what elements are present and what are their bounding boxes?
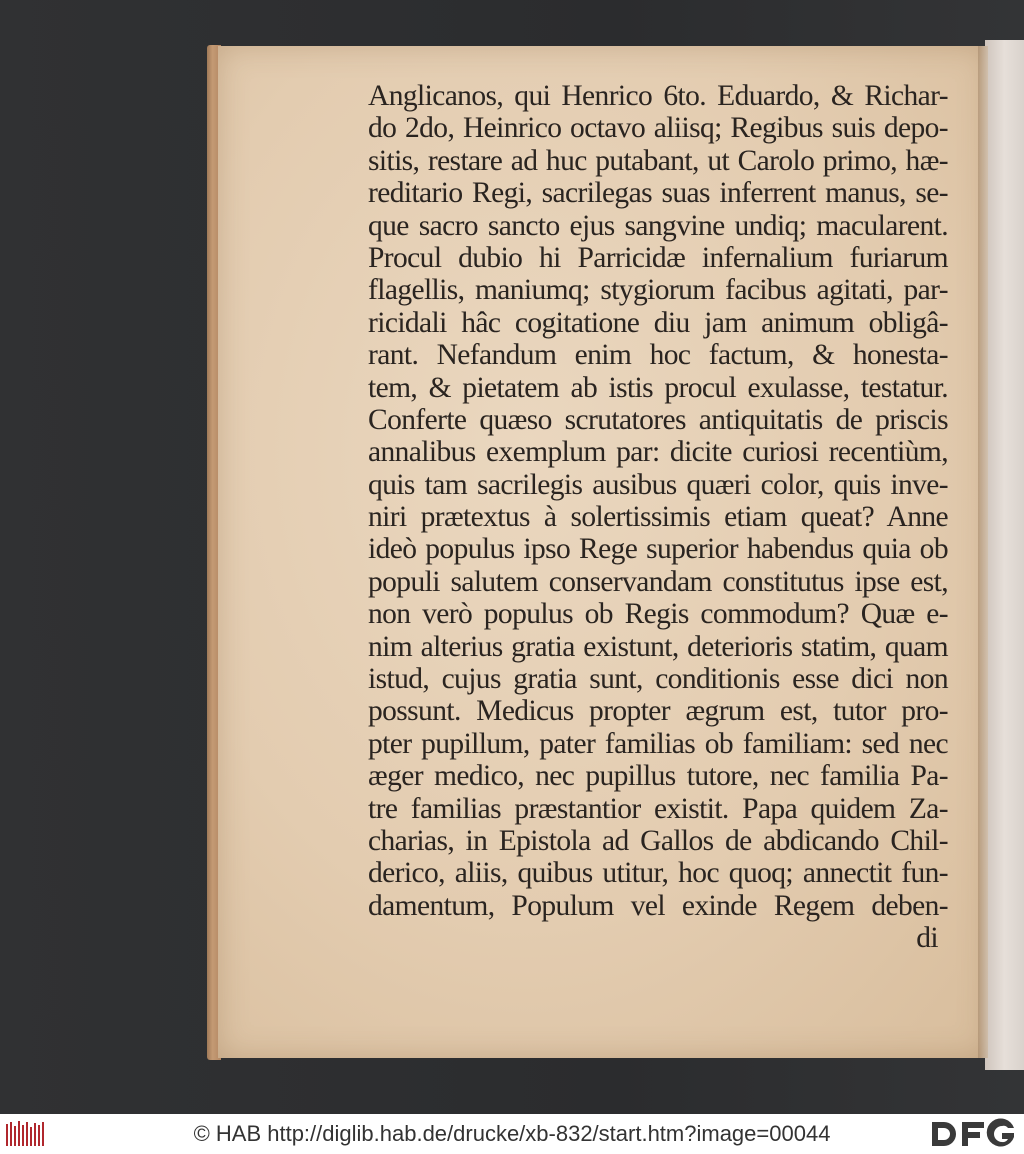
text-line: Conferte quæso scrutatores antiquitatis de priscis [368, 403, 948, 436]
text-line: annalibus exemplum par: dicite curiosi recentiùm, [368, 436, 948, 469]
text-line: quis tam sacrilegis ausibus quæri color, quis inve- [368, 468, 948, 501]
text-line: possunt. Medicus propter ægrum est, tutor pro- [368, 695, 948, 728]
adjacent-page-edge [985, 40, 1024, 1070]
text-line: damentum, Populum vel exinde Regem deben- [368, 889, 948, 922]
text-line: flagellis, maniumq; stygiorum facibus agitati, par- [368, 274, 948, 307]
copyright-text[interactable]: © HAB http://diglib.hab.de/drucke/xb-832/start.htm?image=00044 [193, 1121, 831, 1146]
page-text [368, 80, 948, 955]
text-line: populi salutem conservandam constitutus ipse est, [368, 565, 948, 598]
text-line: ideò populus ipso Rege superior habendus quia ob [368, 533, 948, 566]
text-line: æger medico, nec pupillus tutore, nec familia Pa- [368, 760, 948, 793]
text-line: ricidali hâc cogitatione diu jam animum obligâ- [368, 306, 948, 339]
text-line: rant. Nefandum enim hoc factum, & honesta- [368, 339, 948, 372]
text-line: Procul dubio hi Parricidæ infernalium furiarum [368, 241, 948, 274]
text-line: derico, aliis, quibus utitur, hoc quoq; annectit fun- [368, 857, 948, 890]
text-line: reditario Regi, sacrilegas suas inferrent manus, se- [368, 177, 948, 210]
text-line: do 2do, Heinrico octavo aliisq; Regibus suis depo- [368, 112, 948, 145]
text-line: niri prætextus à solertissimis etiam queat? Anne [368, 501, 948, 534]
catchword: di [916, 922, 938, 955]
text-line: tre familias præstantior existit. Papa quidem Za- [368, 792, 948, 825]
text-line: tem, & pietatem ab istis procul exulasse, testatur. [368, 371, 948, 404]
text-line: charias, in Epistola ad Gallos de abdicando Chil- [368, 824, 948, 857]
text-line: nim alterius gratia existunt, deterioris statim, quam [368, 630, 948, 663]
text-line: que sacro sancto ejus sangvine undiq; macularent. [368, 209, 948, 242]
page-gutter-shadow [978, 46, 988, 1058]
text-line: sitis, restare ad huc putabant, ut Carolo primo, hæ- [368, 144, 948, 177]
text-line: pter pupillum, pater familias ob familiam: sed nec [368, 727, 948, 760]
text-line: non verò populus ob Regis commodum? Quæ e- [368, 598, 948, 631]
text-line: istud, cujus gratia sunt, conditionis esse dici non [368, 663, 948, 696]
text-line: Anglicanos, qui Henrico 6to. Eduardo, & Richar- [368, 80, 948, 112]
dfg-logo-icon [928, 1118, 1020, 1150]
